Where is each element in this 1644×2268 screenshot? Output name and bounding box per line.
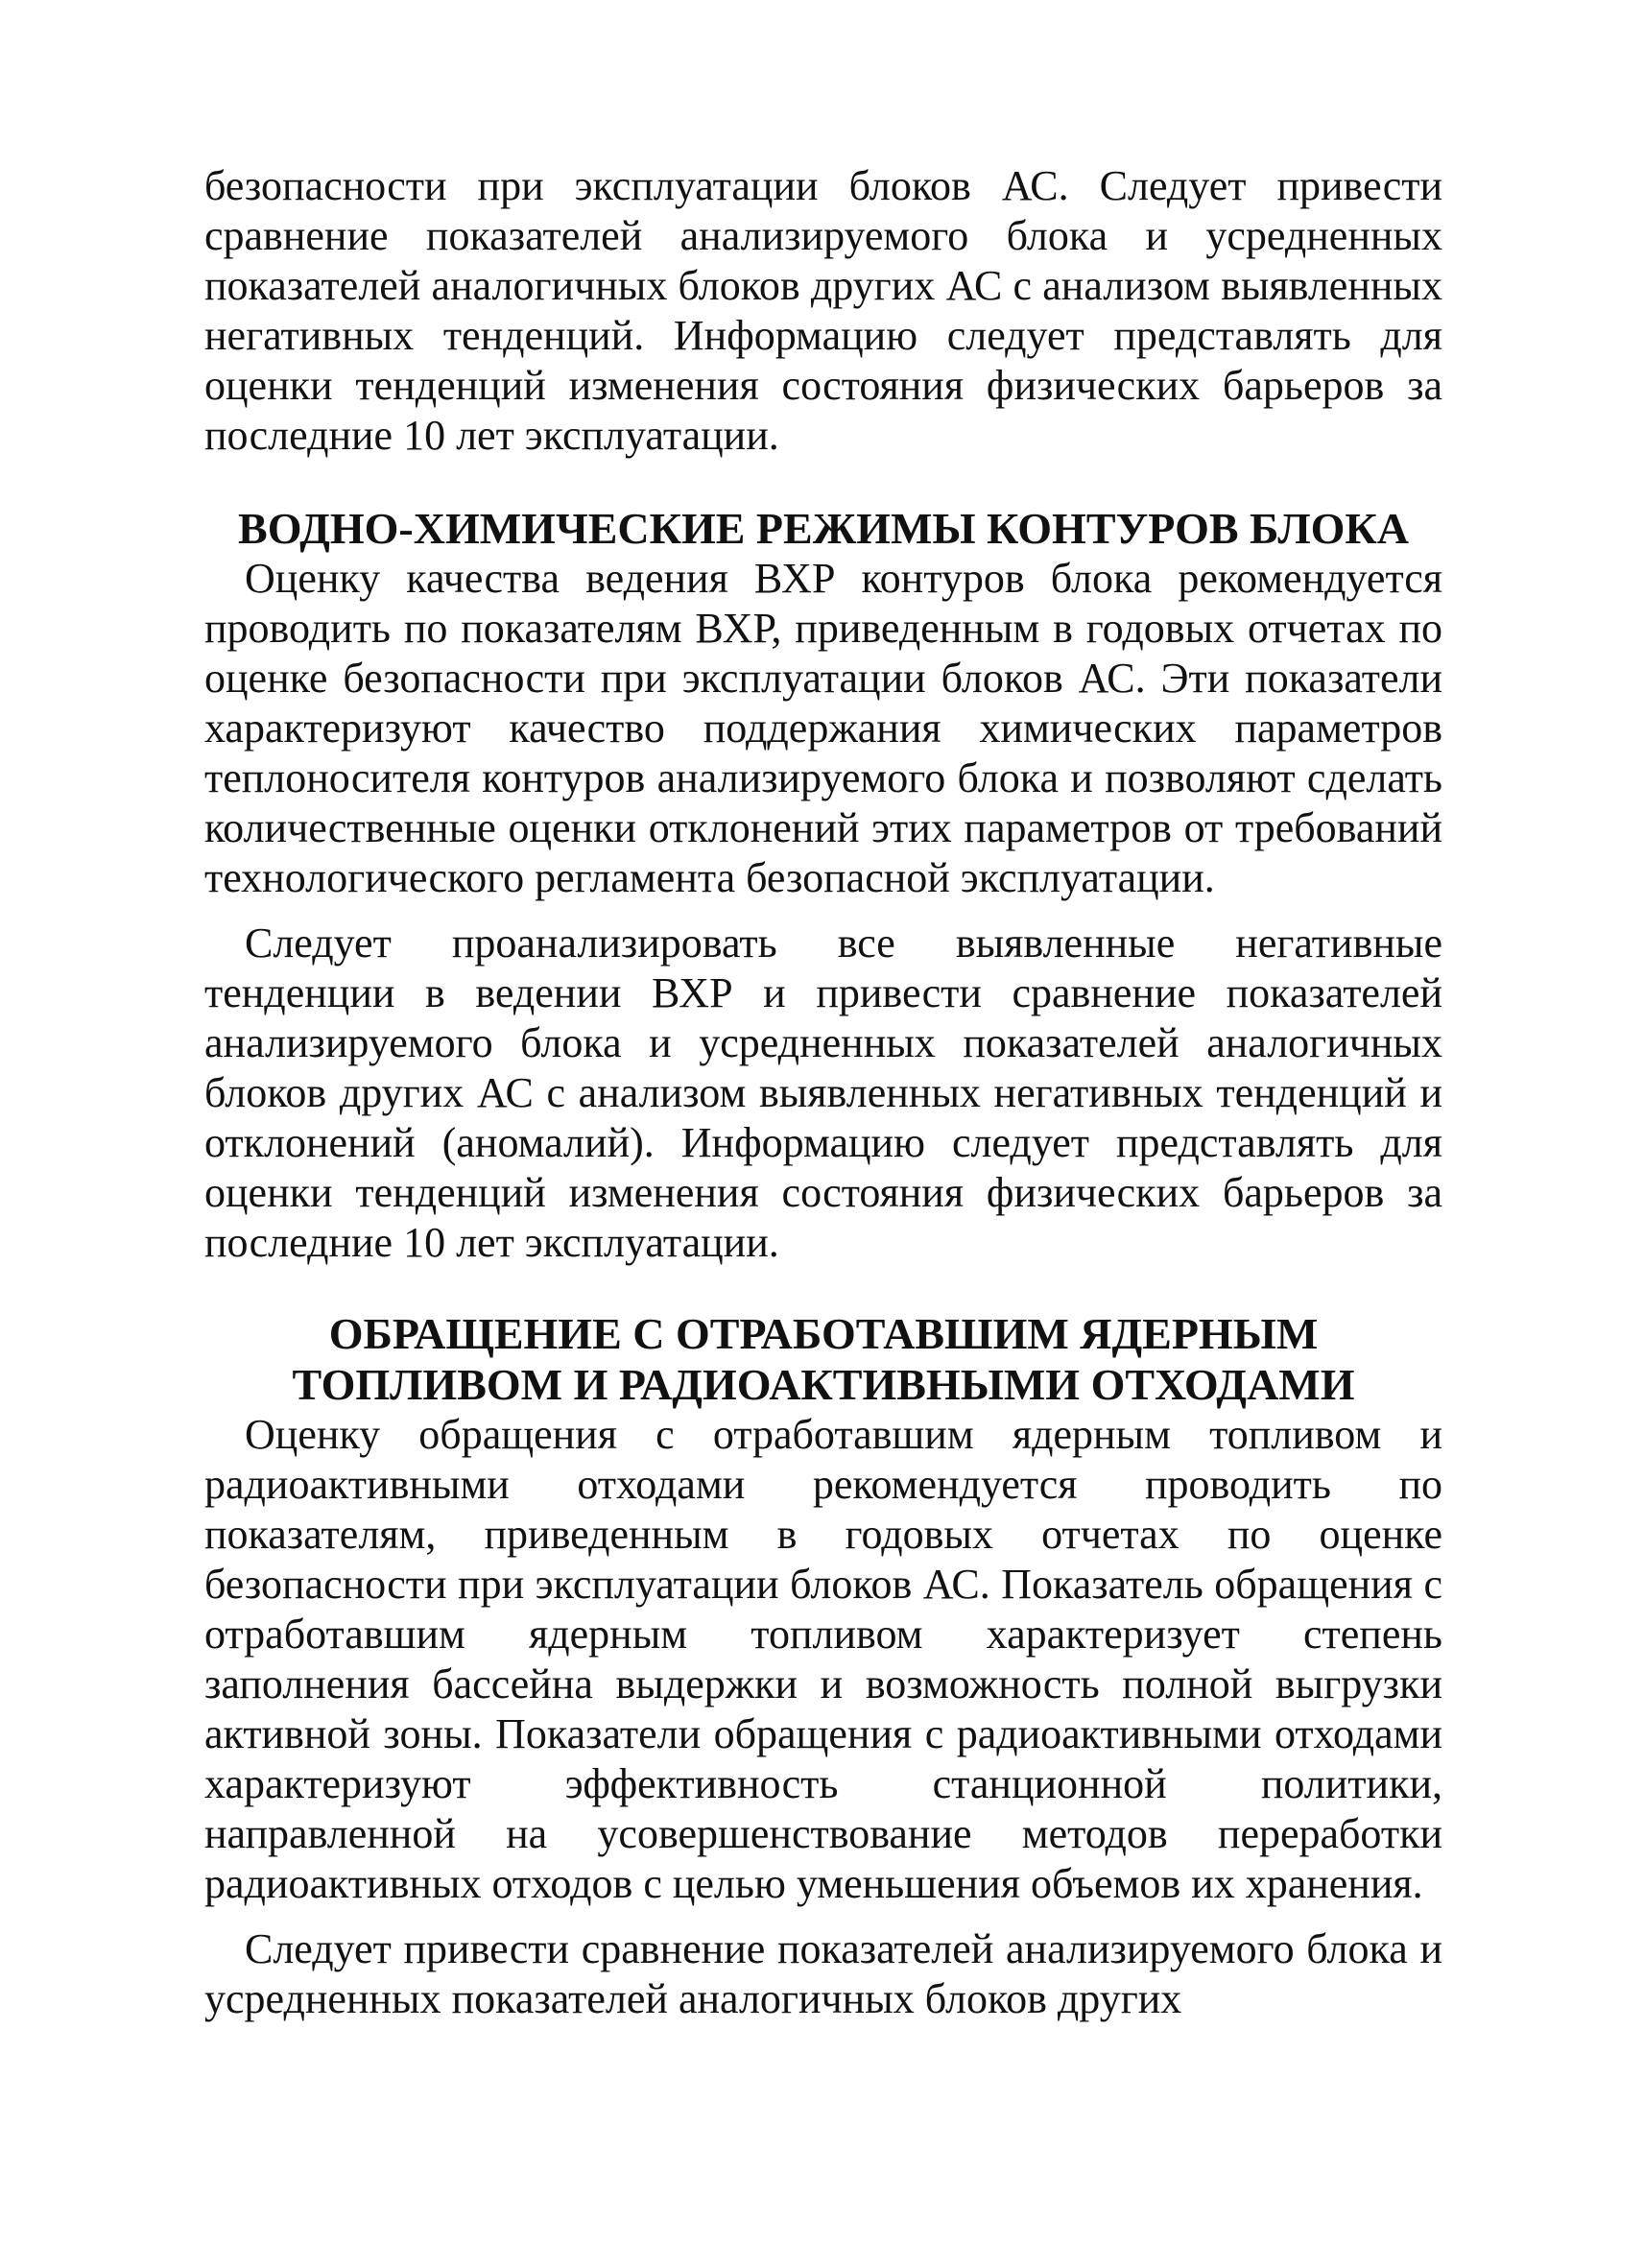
spacer (204, 1268, 1442, 1308)
document-page (204, 161, 1442, 2024)
section-heading-water-chemistry: ВОДНО-ХИМИЧЕСКИЕ РЕЖИМЫ КОНТУРОВ БЛОКА (238, 504, 1409, 553)
spacer (204, 903, 1442, 919)
intro-paragraph: безопасности при эксплуатации блоков АС. Следует привести сравнение показателей анализируемого блока и усредненных показателей аналогичных блоков других АС с анализом выявленных негативных тенденций. Информацию следует представлять для оценки тенденций изменения состояния физических барьеров за последние 10 лет эксплуатации. (204, 162, 1442, 459)
spacer (204, 461, 1442, 503)
section-heading-spent-fuel-line-2: ТОПЛИВОМ И РАДИОАКТИВНЫМИ ОТХОДАМИ (292, 1360, 1355, 1409)
spent-fuel-paragraph-1: Оценку обращения с отработавшим ядерным топливом и радиоактивными отходами рекомендуется проводить по показателям, приведенным в годовых отчетах по оценке безопасности при эксплуатации блоков АС. Показатель обращения с отработавшим ядерным топливом характеризует степень заполнения бассейна выдержки и возможность полной выгрузки активной зоны. Показатели обращения с радиоактивными отходами характеризуют эффективность станционной политики, направленной на усовершенствование методов переработки радиоактивных отходов с целью уменьшения объемов их хранения. (204, 1411, 1442, 1907)
water-chemistry-paragraph-1: Оценку качества ведения ВХР контуров блока рекомендуется проводить по показателям ВХР, приведенным в годовых отчетах по оценке безопасности при эксплуатации блоков АС. Эти показатели характеризуют качество поддержания химических параметров теплоносителя контуров анализируемого блока и позволяют сделать количественные оценки отклонений этих параметров от требований технологического регламента безопасной эксплуатации. (204, 555, 1442, 901)
section-heading-spent-fuel (204, 1308, 1442, 1410)
water-chemistry-paragraph-2: Следует проанализировать все выявленные негативные тенденции в ведении ВХР и привести сравнение показателей анализируемого блока и усредненных показателей аналогичных блоков других АС с анализом выявленных негативных тенденций и отклонений (аномалий). Информацию следует представлять для оценки тенденций изменения состояния физических барьеров за последние 10 лет эксплуатации. (204, 919, 1442, 1266)
spent-fuel-paragraph-2: Следует привести сравнение показателей анализируемого блока и усредненных показателей аналогичных блоков других (204, 1925, 1442, 2022)
spacer (204, 1909, 1442, 1924)
section-heading-spent-fuel-line-1: ОБРАЩЕНИЕ С ОТРАБОТАВШИМ ЯДЕРНЫМ (328, 1309, 1319, 1358)
